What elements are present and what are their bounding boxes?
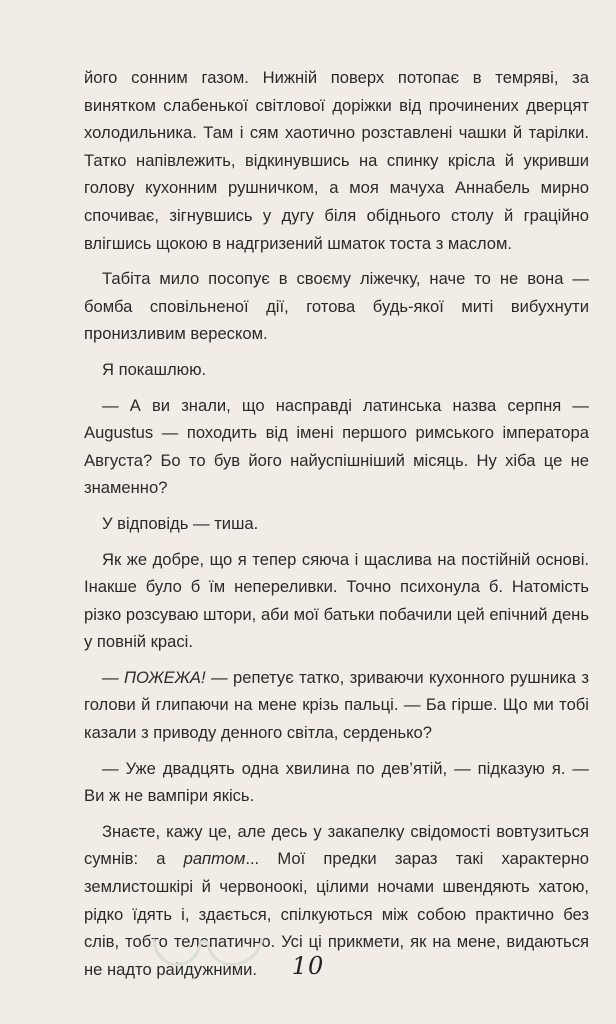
paragraph-6-text: Як же добре, що я тепер сяюча і щаслива на постійній основі. Інакше було б їм непереливки. Точно психонула б. Натомість різко розсуваю штори, аби мої батьки побачили цей епічний день у повній красі. xyxy=(84,549,589,652)
paragraph-4-text: — А ви знали, що насправді латинська назва серпня — Augustus — походить від імені першого римського імператора Августа? Бо то був його найуспішніший місяць. Ну хіба це не знаменно? xyxy=(84,395,589,498)
paragraph-9-before: Знаєте, кажу це, але десь у закапелку свідомості вовтузиться сумнів: а xyxy=(84,821,589,869)
paragraph-5 xyxy=(84,510,589,538)
paragraph-2 xyxy=(84,265,589,348)
paragraph-8-text: — Уже двадцять одна хвилина по дев’ятій, — підказую я. — Ви ж не вампіри якісь. xyxy=(84,758,589,806)
paragraph-3 xyxy=(84,356,589,384)
paragraph-5-text: У відповідь — тиша. xyxy=(102,513,259,533)
paragraph-1 xyxy=(84,64,589,257)
book-page-text xyxy=(84,64,589,983)
paragraph-7 xyxy=(84,664,589,747)
paragraph-3-text: Я покашлюю. xyxy=(102,359,207,379)
paragraph-7-text: — репетує татко, зриваючи кухонного рушника з голови й глипаючи на мене крізь пальці. — Ба гірше. Що ми тобі казали з приводу денного світла, серденько? xyxy=(84,667,589,743)
paragraph-9-text: ... Мої предки зараз такі характерно землистошкірі й червоноокі, цілими ночами швендяють хатою, рідко їдять і, здається, спілкуються між собою практично без слів, тобто телепатично. Усі ці прикмети, як на мене, видаються не надто райдужними. xyxy=(84,849,589,979)
paragraph-7-italic: — ПОЖЕЖА! xyxy=(102,667,206,687)
paragraph-2-text: Табіта мило посопує в своєму ліжечку, наче то не вона — бомба сповільненої дії, готова будь-якої миті вибухнути пронизливим вереском. xyxy=(84,269,589,344)
paragraph-1-text: його сонним газом. Нижній поверх потопає в темряві, за винятком слабенької світлової доріжки від прочинених дверцят холодильника. Там і сям хаотично розставлені чашки й тарілки. Татко напівлежить, відкинувшись на спинку крісла й укривши голову кухонним рушничком, а моя мачуха Аннабель мирно спочиває, зігнувшись у дугу біля обіднього столу й граційно влігшись щокою в надгризений шматок тоста з маслом. xyxy=(84,68,589,253)
paragraph-9-italic: раптом xyxy=(183,849,246,869)
paragraph-8 xyxy=(84,755,589,810)
paragraph-6 xyxy=(84,546,589,656)
paragraph-4 xyxy=(84,392,589,502)
page-number: 10 xyxy=(291,952,325,980)
